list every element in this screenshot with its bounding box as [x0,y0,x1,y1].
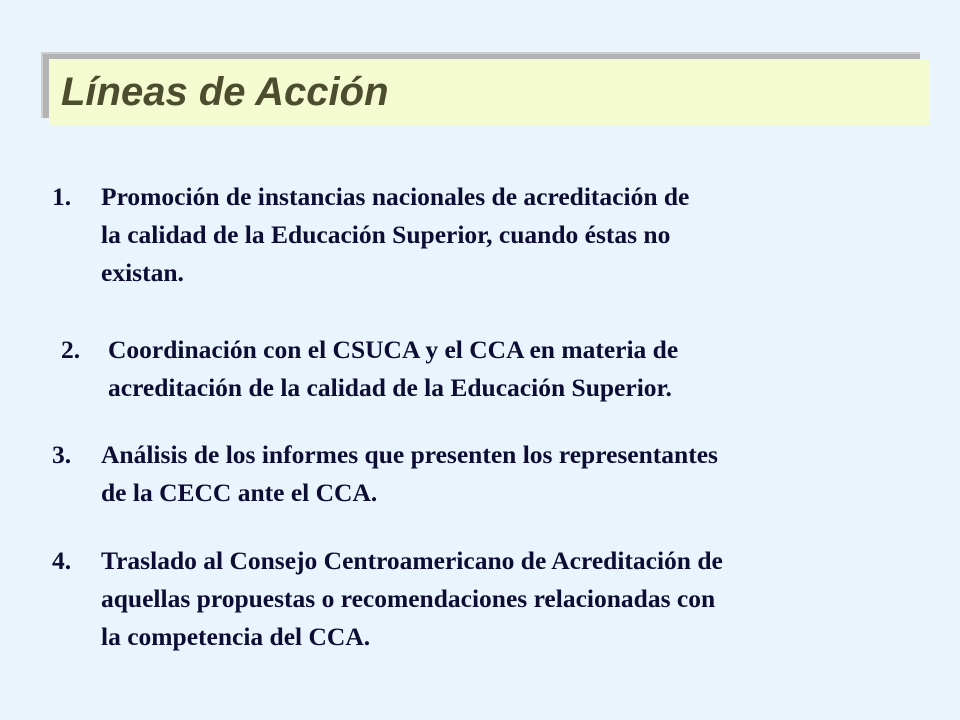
list-item [52,542,912,662]
list-item-text: Promoción de instancias nacionales de acreditación de la calidad de la Educación Superior, cuando éstas no existan. [101,182,690,287]
list-item-text: Análisis de los informes que presenten los representantes de la CECC ante el CCA. [101,440,718,507]
slide-title: Líneas de Acción [61,70,389,114]
list-item-number: 1. [52,182,72,211]
list-item-number: 3. [52,440,72,469]
list-item [52,178,882,298]
list-item-text: Coordinación con el CSUCA y el CCA en materia de acreditación de la calidad de la Educación Superior. [108,335,679,402]
list-item-text: Traslado al Consejo Centroamericano de Acreditación de aquellas propuestas o recomendaciones relacionadas con la competencia del CCA. [101,546,723,651]
list-item [61,331,891,411]
list-item [52,436,912,516]
list-item-number: 4. [52,546,72,575]
list-item-number: 2. [61,335,81,364]
